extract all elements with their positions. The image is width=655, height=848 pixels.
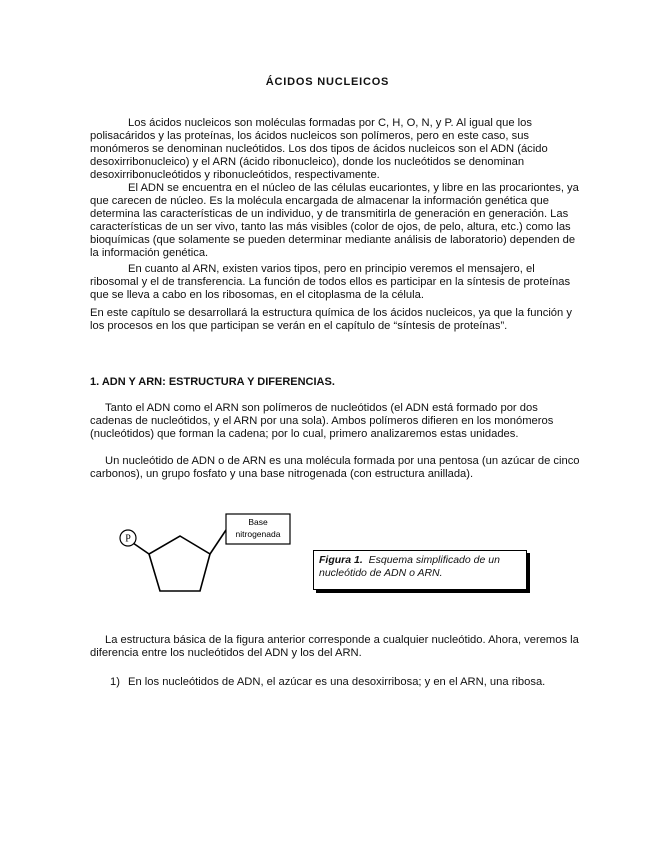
base-label-line2: nitrogenada	[235, 529, 281, 539]
intro-paragraph-4: En este capítulo se desarrollará la estructura química de los ácidos nucleicos, ya que la función y los procesos en los que participan se verán en el capítulo de “síntesis de proteínas”.	[90, 307, 572, 332]
after-figure-paragraph: La estructura básica de la figura anterior corresponde a cualquier nucleótido. Ahora, veremos la diferencia entre los nucleótidos del ADN y los del ARN.	[90, 634, 579, 659]
phosphate-bond	[133, 543, 149, 554]
intro-paragraph-3: En cuanto al ARN, existen varios tipos, pero en principio veremos el mensajero, el ribosomal y el de transferencia. La función de todos ellos es participar en la síntesis de proteínas que se lleva a cabo en los ribosomas, en el citoplasma de la célula.	[90, 263, 571, 301]
pentose-ring	[149, 536, 210, 591]
section1-paragraph-1: Tanto el ADN como el ARN son polímeros de nucleótidos (el ADN está formado por dos cadenas de nucleótidos, y el ARN por una sola). Ambos polímeros difieren en los monómeros (nucleótidos) que forman la cadena; por lo cual, primero analizaremos estas unidades.	[90, 402, 554, 440]
page-title: ÁCIDOS NUCLEICOS	[265, 76, 390, 88]
base-bond	[210, 530, 226, 554]
base-label-line1: Base	[248, 517, 268, 527]
section1-paragraph-2: Un nucleótido de ADN o de ARN es una molécula formada por una pentosa (un azúcar de cinco carbonos), un grupo fosfato y una base nitrogenada (con estructura anillada).	[90, 455, 580, 480]
nucleotide-diagram	[112, 508, 302, 598]
caption-text: Esquema simplificado de un nucleótido de ADN o ARN.	[319, 554, 500, 579]
list-item-text: En los nucleótidos de ADN, el azúcar es una desoxirribosa; y en el ARN, una ribosa.	[128, 676, 546, 688]
section-heading: 1. ADN Y ARN: ESTRUCTURA Y DIFERENCIAS.	[90, 376, 335, 388]
phosphate-label: P	[125, 533, 131, 545]
intro-paragraph-1: Los ácidos nucleicos son moléculas formadas por C, H, O, N, y P. Al igual que los polisacáridos y las proteínas, los ácidos nucleicos son polímeros, pero en este caso, sus monómeros se denominan nucleótidos. Los dos tipos de ácidos nucleicos son el ADN (ácido desoxirribonucleico) y el ARN (ácido ribonucleico), donde los nucleótidos se denominan desoxirribonucleótidos y ribonucleótidos, respectivamente.	[90, 117, 548, 181]
intro-paragraph-2: El ADN se encuentra en el núcleo de las células eucariontes, y libre en las procariontes, ya que carecen de núcleo. Es la molécula encargada de almacenar la información genética que determina las características de un individuo, y de transmitirla de generación en generación. Las características de un ser vivo, tanto las más visibles (color de ojos, de pelo, altura, etc.) como las bioquímicas (que solamente se pueden determinar mediante análisis de laboratorio) dependen de la información genética.	[90, 182, 579, 259]
caption-label: Figura 1.	[319, 554, 363, 566]
list-item-number: 1)	[110, 676, 120, 688]
figure-caption	[313, 550, 527, 590]
